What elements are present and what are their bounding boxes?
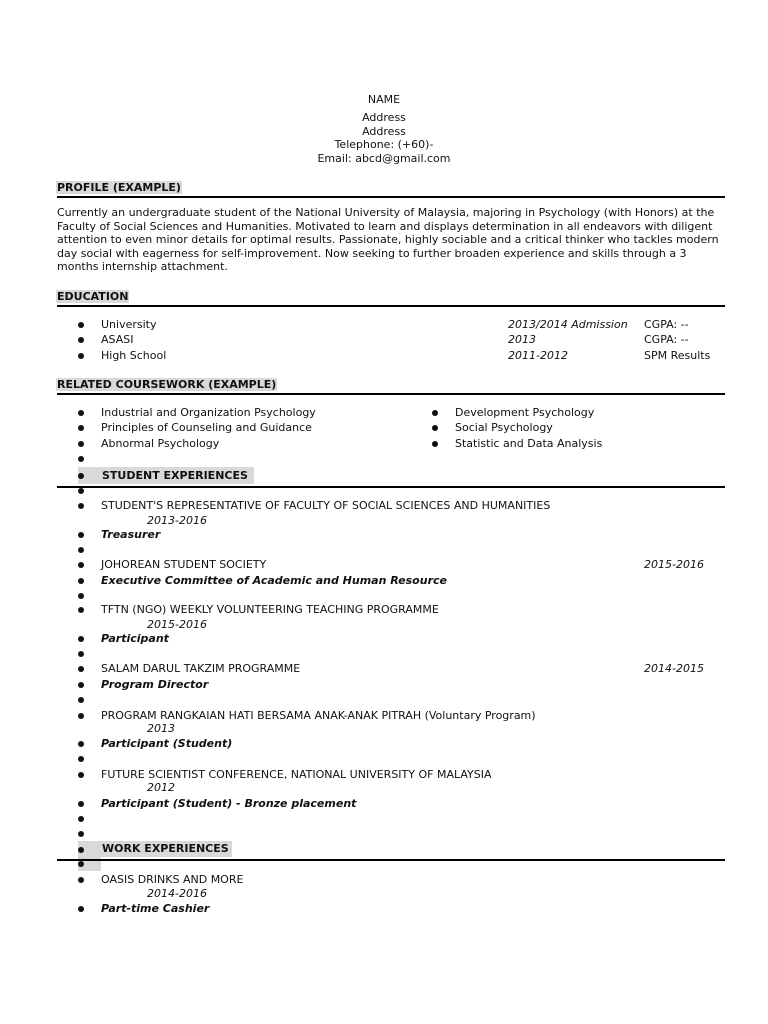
education-school: High School [101, 349, 167, 362]
experience-year: 2013 [147, 722, 175, 735]
coursework-bullet [432, 410, 438, 416]
education-bullet [78, 353, 84, 359]
experience-bullet [78, 801, 84, 807]
experience-year: 2013-2016 [147, 514, 207, 527]
experience-bullet [78, 741, 84, 747]
address-line-2: Address [362, 124, 406, 138]
telephone-line: Telephone: (+60)- [334, 138, 434, 151]
education-bullet [78, 337, 84, 343]
experience-year: 2012 [147, 781, 175, 794]
empty-bullet [78, 473, 84, 479]
experience-year: 2014-2016 [147, 887, 207, 900]
experience-role: Treasurer [101, 528, 161, 541]
empty-bullet [78, 756, 84, 762]
coursework-bullet [78, 410, 84, 416]
experience-org: PROGRAM RANGKAIAN HATI BERSAMA ANAK-ANAK PITRAH (Voluntary Program) [101, 709, 536, 722]
experience-org: STUDENT'S REPRESENTATIVE OF FACULTY OF SOCIAL SCIENCES AND HUMANITIES [101, 499, 551, 512]
experience-org: TFTN (NGO) WEEKLY VOLUNTEERING TEACHING PROGRAMME [101, 603, 439, 616]
coursework-item: Principles of Counseling and Guidance [101, 421, 312, 434]
resume-name: NAME [367, 93, 401, 106]
experience-bullet [78, 578, 84, 584]
experience-bullet [78, 562, 84, 568]
education-bullet [78, 322, 84, 328]
education-result: SPM Results [644, 349, 711, 362]
education-school: ASASI [101, 333, 134, 346]
experience-bullet [78, 666, 84, 672]
coursework-bullet [78, 441, 84, 447]
education-heading-label: EDUCATION [57, 290, 129, 303]
education-year: 2011-2012 [508, 349, 568, 362]
empty-bullet [78, 816, 84, 822]
experience-role: Participant [101, 632, 169, 645]
experience-bullet [78, 607, 84, 613]
coursework-heading-label: RELATED COURSEWORK (EXAMPLE) [57, 378, 277, 391]
empty-bullet [78, 593, 84, 599]
empty-bullet [78, 456, 84, 462]
experience-bullet [78, 636, 84, 642]
profile-paragraph: Currently an undergraduate student of the National University of Malaysia, majoring in Psychology (with Honors) at the Faculty of Social Sciences and Humanities. Motivated to learn and displays determination in all endeavors with diligent attention to even minor details for optimal results. Passionate, highly sociable and a critical thinker who tackles modern day social with eagerness for self-improvement. Now seeking to further broaden experience and skills through a 3 months internship attachment. [57, 206, 719, 274]
experience-role: Participant (Student) - Bronze placement [101, 797, 357, 810]
experience-org: OASIS DRINKS AND MORE [101, 873, 244, 886]
coursework-bullet [432, 441, 438, 447]
student-experiences-heading: STUDENT EXPERIENCES [102, 469, 248, 482]
experience-role: Program Director [101, 678, 209, 691]
section-rule [57, 486, 725, 488]
empty-bullet [78, 861, 84, 867]
experience-org: SALAM DARUL TAKZIM PROGRAMME [101, 662, 301, 675]
experience-bullet [78, 532, 84, 538]
empty-bullet [78, 488, 84, 494]
education-school: University [101, 318, 157, 331]
section-rule [57, 859, 725, 861]
coursework-bullet [78, 425, 84, 431]
address-line-1: Address [362, 111, 406, 124]
experience-bullet [78, 503, 84, 509]
experience-bullet [78, 682, 84, 688]
experience-bullet [78, 772, 84, 778]
experience-bullet [78, 906, 84, 912]
experience-role: Executive Committee of Academic and Human Resource [101, 574, 447, 587]
coursework-item: Abnormal Psychology [101, 437, 220, 450]
profile-section-heading [57, 181, 725, 198]
coursework-item: Social Psychology [455, 421, 553, 434]
experience-role: Part-time Cashier [101, 902, 210, 915]
profile-heading-label: PROFILE (EXAMPLE) [57, 181, 181, 194]
coursework-item: Development Psychology [455, 406, 595, 419]
education-result: CGPA: -- [644, 318, 689, 331]
empty-bullet [78, 847, 84, 853]
email-line: Email: abcd@gmail.com [317, 151, 451, 165]
education-section-heading [57, 290, 725, 307]
coursework-item: Industrial and Organization Psychology [101, 406, 316, 419]
experience-year: 2014-2015 [644, 662, 704, 675]
education-result: CGPA: -- [644, 333, 689, 346]
coursework-bullet [432, 425, 438, 431]
experience-bullet [78, 713, 84, 719]
empty-bullet [78, 651, 84, 657]
experience-year: 2015-2016 [147, 618, 207, 631]
empty-bullet [78, 697, 84, 703]
coursework-item: Statistic and Data Analysis [455, 437, 603, 450]
experience-org: FUTURE SCIENTIST CONFERENCE, NATIONAL UNIVERSITY OF MALAYSIA [101, 768, 492, 781]
experience-bullet [78, 877, 84, 883]
experience-role: Participant (Student) [101, 737, 233, 750]
empty-bullet [78, 547, 84, 553]
work-experiences-heading: WORK EXPERIENCES [102, 842, 229, 855]
empty-bullet [78, 831, 84, 837]
experience-year: 2015-2016 [644, 558, 704, 571]
coursework-section-heading [57, 378, 725, 395]
experience-org: JOHOREAN STUDENT SOCIETY [101, 558, 267, 571]
education-year: 2013 [508, 333, 536, 346]
education-year: 2013/2014 Admission [508, 318, 628, 331]
